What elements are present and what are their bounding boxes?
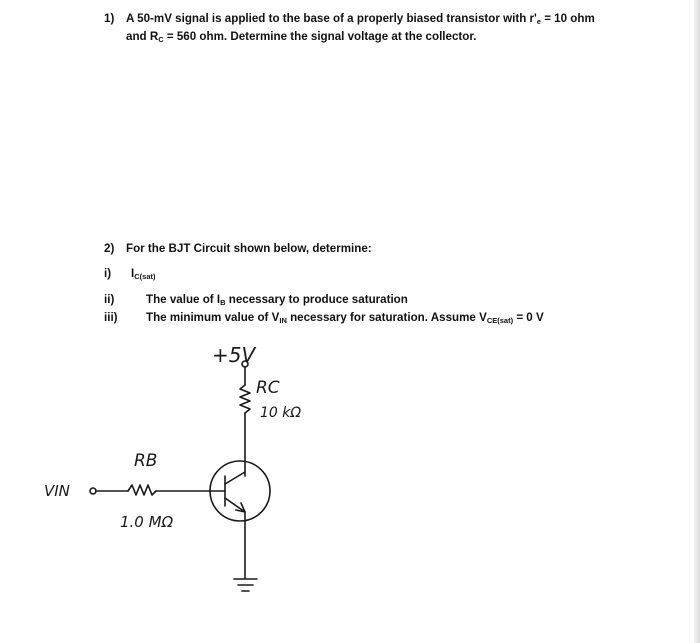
collector-leg bbox=[225, 472, 245, 484]
supply-label: +5V bbox=[212, 343, 256, 367]
item-iii-a: The minimum value of V bbox=[146, 311, 280, 324]
item-ii-sub: B bbox=[220, 298, 226, 307]
vin-label: VIN bbox=[44, 482, 70, 500]
q1-sub-c: C bbox=[158, 35, 164, 44]
rc-resistor bbox=[240, 385, 250, 413]
question-1-number: 1) bbox=[104, 12, 115, 25]
item-iii-sub-in: IN bbox=[279, 316, 287, 325]
item-ii-a: The value of I bbox=[146, 293, 221, 306]
item-iii-number: iii) bbox=[104, 311, 118, 324]
vin-node bbox=[90, 488, 96, 494]
q1-text-a: A 50-mV signal is applied to the base of a properly biased transistor with r bbox=[126, 12, 535, 25]
question-1-line-1 bbox=[126, 12, 595, 26]
item-i-a: I bbox=[131, 267, 135, 280]
item-i-text bbox=[131, 267, 156, 281]
item-iii-c: = 0 V bbox=[513, 311, 544, 324]
question-2-number: 2) bbox=[104, 242, 115, 255]
question-1-line-2 bbox=[126, 30, 476, 44]
item-i-sub: C(sat) bbox=[134, 272, 156, 281]
question-2-intro: For the BJT Circuit shown below, determine: bbox=[126, 242, 372, 255]
bjt-circuit-diagram bbox=[0, 330, 700, 630]
item-ii-b: necessary to produce saturation bbox=[225, 293, 408, 306]
rb-value: 1.0 MΩ bbox=[120, 513, 174, 531]
rb-label: RB bbox=[134, 451, 158, 471]
item-iii-b: necessary for saturation. Assume V bbox=[286, 311, 487, 324]
item-ii-number: ii) bbox=[104, 293, 115, 306]
item-ii-text bbox=[146, 293, 408, 307]
item-iii-sub-cesat: CE(sat) bbox=[486, 316, 514, 325]
q1-sub-e: e bbox=[536, 17, 541, 26]
item-iii-text bbox=[146, 311, 544, 325]
item-i-number: i) bbox=[104, 267, 112, 280]
rc-label: RC bbox=[256, 378, 280, 398]
rc-value: 10 kΩ bbox=[260, 405, 302, 421]
q1-line2-b: = 560 ohm. Determine the signal voltage at the collector. bbox=[163, 30, 477, 43]
rb-resistor bbox=[128, 485, 156, 495]
q1-text-b: = 10 ohm bbox=[540, 12, 595, 25]
q1-line2-a: and R bbox=[126, 30, 159, 43]
q1-prime: ' bbox=[534, 12, 537, 25]
